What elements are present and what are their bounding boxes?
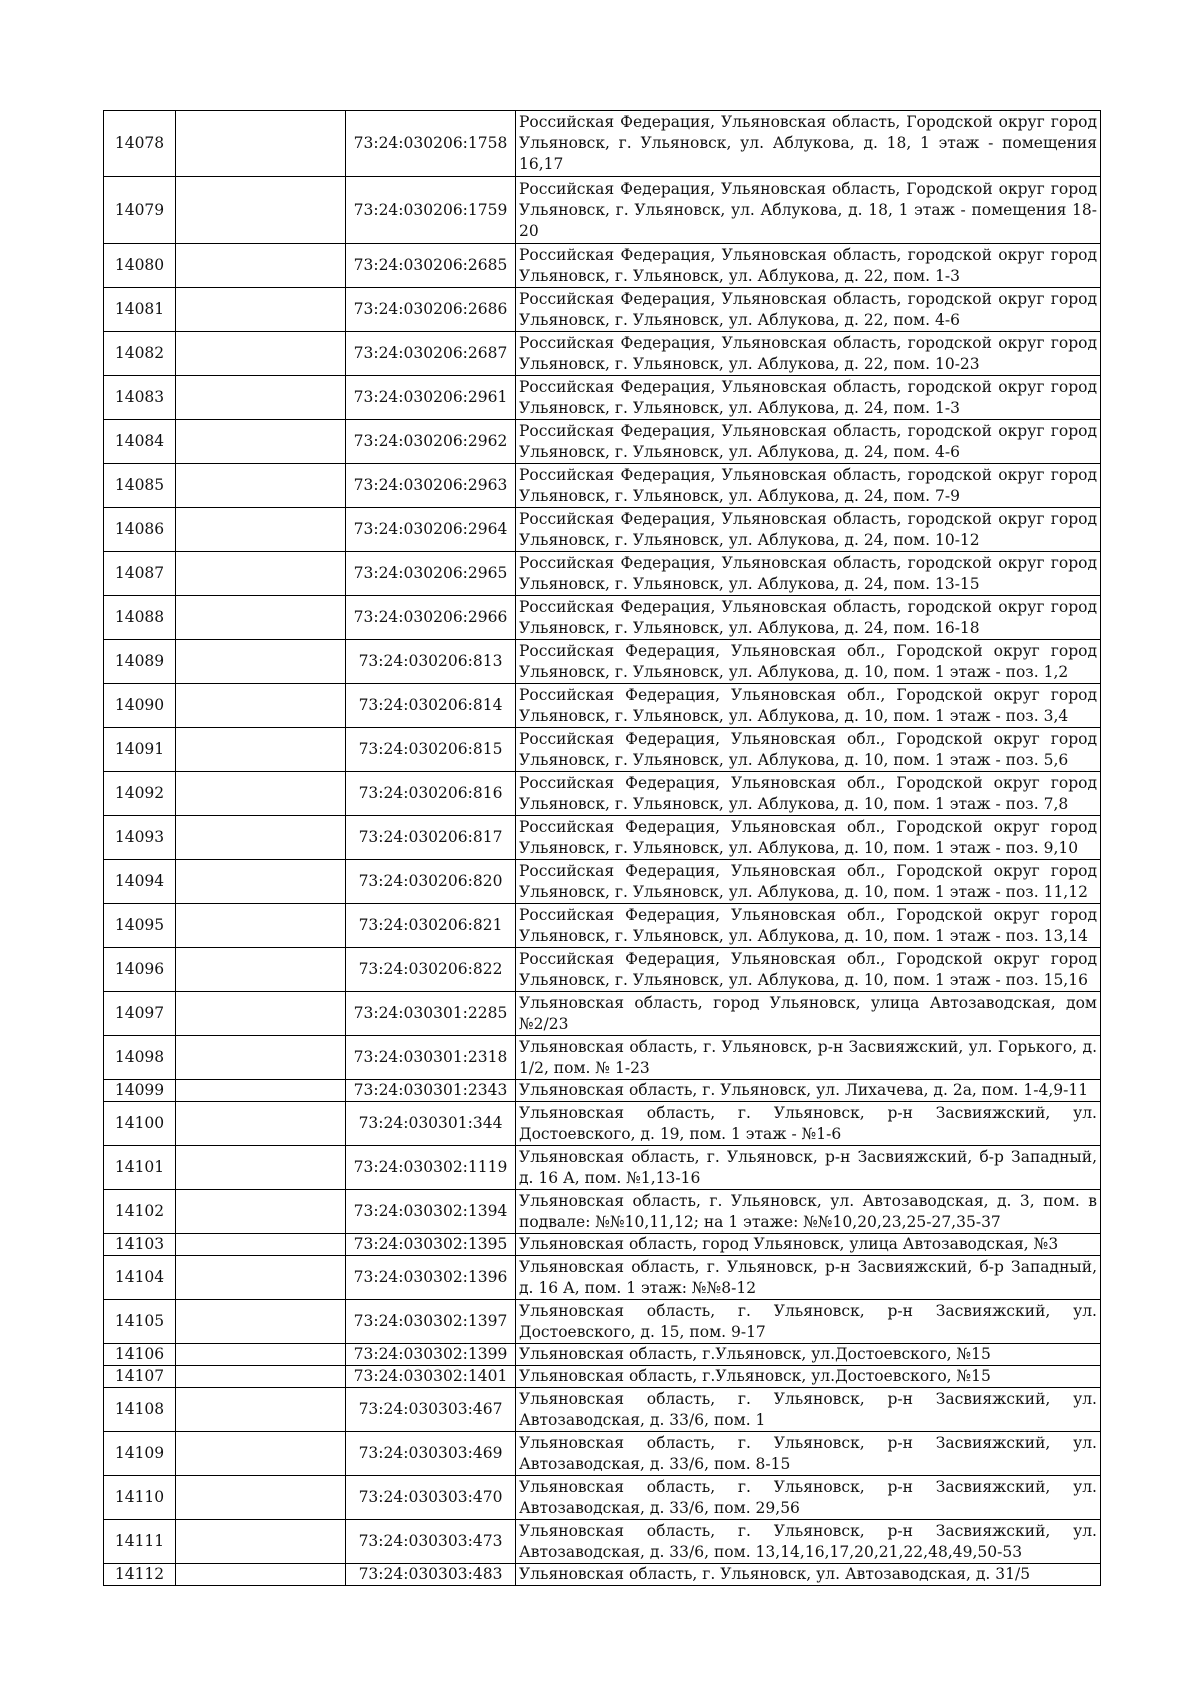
address-cell: Ульяновская область, г. Ульяновск, р-н Засвияжский, ул. Достоевского, д. 15, пом. 9-17 [516, 1300, 1101, 1344]
cadastral-number: 73:24:030303:483 [346, 1564, 516, 1586]
cadastral-number: 73:24:030206:2686 [346, 288, 516, 332]
address-cell: Ульяновская область, г. Ульяновск, р-н Засвияжский, ул. Горького, д. 1/2, пом. № 1-23 [516, 1036, 1101, 1080]
cadastral-number: 73:24:030206:1759 [346, 177, 516, 244]
table-row [104, 1190, 1101, 1234]
cadastral-number: 73:24:030206:820 [346, 860, 516, 904]
empty-cell [176, 332, 346, 376]
row-number: 14103 [104, 1234, 176, 1256]
cadastral-number: 73:24:030206:2963 [346, 464, 516, 508]
address-cell: Ульяновская область, г. Ульяновск, р-н Засвияжский, ул. Автозаводская, д. 33/6, пом. 29,56 [516, 1476, 1101, 1520]
empty-cell [176, 816, 346, 860]
table-row [104, 464, 1101, 508]
address-cell: Ульяновская область, г. Ульяновск, р-н Засвияжский, ул. Автозаводская, д. 33/6, пом. 13,14,16,17,20,21,22,48,49,50-53 [516, 1520, 1101, 1564]
cadastral-number: 73:24:030206:817 [346, 816, 516, 860]
table-row [104, 1366, 1101, 1388]
row-number: 14086 [104, 508, 176, 552]
cadastral-number: 73:24:030302:1394 [346, 1190, 516, 1234]
cadastral-number: 73:24:030206:2961 [346, 376, 516, 420]
empty-cell [176, 772, 346, 816]
row-number: 14085 [104, 464, 176, 508]
row-number: 14090 [104, 684, 176, 728]
row-number: 14107 [104, 1366, 176, 1388]
empty-cell [176, 596, 346, 640]
table-row [104, 1344, 1101, 1366]
table-row [104, 376, 1101, 420]
empty-cell [176, 177, 346, 244]
table-row [104, 1476, 1101, 1520]
cadastral-number: 73:24:030206:815 [346, 728, 516, 772]
cadastral-number: 73:24:030301:2318 [346, 1036, 516, 1080]
empty-cell [176, 1366, 346, 1388]
table-row [104, 111, 1101, 177]
address-cell: Ульяновская область, г. Ульяновск, ул. Автозаводская, д. 3, пом. в подвале: №№10,11,12; на 1 этаже: №№10,20,23,25-27,35-37 [516, 1190, 1101, 1234]
address-cell: Российская Федерация, Ульяновская обл., Городской округ город Ульяновск, г. Ульяновск, ул. Аблукова, д. 10, пом. 1 этаж - поз. 5,6 [516, 728, 1101, 772]
empty-cell [176, 728, 346, 772]
empty-cell [176, 1080, 346, 1102]
row-number: 14094 [104, 860, 176, 904]
empty-cell [176, 640, 346, 684]
row-number: 14099 [104, 1080, 176, 1102]
row-number: 14102 [104, 1190, 176, 1234]
address-cell: Российская Федерация, Ульяновская обл., Городской округ город Ульяновск, г. Ульяновск, ул. Аблукова, д. 10, пом. 1 этаж - поз. 3,4 [516, 684, 1101, 728]
table-row [104, 177, 1101, 244]
cadastral-number: 73:24:030302:1119 [346, 1146, 516, 1190]
empty-cell [176, 948, 346, 992]
row-number: 14082 [104, 332, 176, 376]
table-row [104, 860, 1101, 904]
cadastral-number: 73:24:030303:467 [346, 1388, 516, 1432]
address-cell: Ульяновская область, г. Ульяновск, р-н Засвияжский, б-р Западный, д. 16 А, пом. 1 этаж: №№8-12 [516, 1256, 1101, 1300]
cadastral-number: 73:24:030301:2285 [346, 992, 516, 1036]
cadastral-number: 73:24:030206:2685 [346, 244, 516, 288]
table-row [104, 596, 1101, 640]
empty-cell [176, 1146, 346, 1190]
cadastral-number: 73:24:030206:813 [346, 640, 516, 684]
address-cell: Российская Федерация, Ульяновская область, городской округ город Ульяновск, г. Ульяновск, ул. Аблукова, д. 22, пом. 1-3 [516, 244, 1101, 288]
row-number: 14110 [104, 1476, 176, 1520]
cadastral-number: 73:24:030302:1401 [346, 1366, 516, 1388]
empty-cell [176, 288, 346, 332]
empty-cell [176, 376, 346, 420]
address-cell: Российская Федерация, Ульяновская область, городской округ город Ульяновск, г. Ульяновск, ул. Аблукова, д. 24, пом. 7-9 [516, 464, 1101, 508]
cadastral-number: 73:24:030303:470 [346, 1476, 516, 1520]
table-row [104, 508, 1101, 552]
address-cell: Российская Федерация, Ульяновская область, Городской округ город Ульяновск, г. Ульяновск, ул. Аблукова, д. 18, 1 этаж - помещения 16,17 [516, 111, 1101, 177]
cadastral-number: 73:24:030206:821 [346, 904, 516, 948]
cadastral-number: 73:24:030206:2965 [346, 552, 516, 596]
row-number: 14105 [104, 1300, 176, 1344]
empty-cell [176, 420, 346, 464]
empty-cell [176, 1036, 346, 1080]
cadastral-number: 73:24:030206:2966 [346, 596, 516, 640]
empty-cell [176, 508, 346, 552]
table-row [104, 420, 1101, 464]
table-row [104, 1146, 1101, 1190]
row-number: 14089 [104, 640, 176, 684]
table-row [104, 1080, 1101, 1102]
address-cell: Российская Федерация, Ульяновская обл., Городской округ город Ульяновск, г. Ульяновск, ул. Аблукова, д. 10, пом. 1 этаж - поз. 7,8 [516, 772, 1101, 816]
row-number: 14097 [104, 992, 176, 1036]
empty-cell [176, 464, 346, 508]
row-number: 14108 [104, 1388, 176, 1432]
cadastral-number: 73:24:030303:473 [346, 1520, 516, 1564]
address-cell: Ульяновская область, город Ульяновск, улица Автозаводская, дом №2/23 [516, 992, 1101, 1036]
address-cell: Российская Федерация, Ульяновская область, городской округ город Ульяновск, г. Ульяновск, ул. Аблукова, д. 24, пом. 13-15 [516, 552, 1101, 596]
cadastral-number: 73:24:030302:1396 [346, 1256, 516, 1300]
table-row [104, 1520, 1101, 1564]
empty-cell [176, 1256, 346, 1300]
table-row [104, 1300, 1101, 1344]
empty-cell [176, 1102, 346, 1146]
table-body [104, 111, 1101, 1586]
row-number: 14083 [104, 376, 176, 420]
table-row [104, 1432, 1101, 1476]
table-row [104, 552, 1101, 596]
table-row [104, 1036, 1101, 1080]
table-row [104, 1256, 1101, 1300]
table-row [104, 1564, 1101, 1586]
address-cell: Ульяновская область, г. Ульяновск, р-н Засвияжский, ул. Автозаводская, д. 33/6, пом. 8-15 [516, 1432, 1101, 1476]
address-cell: Российская Федерация, Ульяновская обл., Городской округ город Ульяновск, г. Ульяновск, ул. Аблукова, д. 10, пом. 1 этаж - поз. 11,12 [516, 860, 1101, 904]
table-row [104, 948, 1101, 992]
empty-cell [176, 860, 346, 904]
row-number: 14081 [104, 288, 176, 332]
cadastral-number: 73:24:030206:816 [346, 772, 516, 816]
cadastral-number: 73:24:030302:1397 [346, 1300, 516, 1344]
address-cell: Российская Федерация, Ульяновская обл., Городской округ город Ульяновск, г. Ульяновск, ул. Аблукова, д. 10, пом. 1 этаж - поз. 1,2 [516, 640, 1101, 684]
row-number: 14095 [104, 904, 176, 948]
address-cell: Российская Федерация, Ульяновская область, городской округ город Ульяновск, г. Ульяновск, ул. Аблукова, д. 22, пом. 10-23 [516, 332, 1101, 376]
address-cell: Российская Федерация, Ульяновская область, Городской округ город Ульяновск, г. Ульяновск, ул. Аблукова, д. 18, 1 этаж - помещения 18-20 [516, 177, 1101, 244]
property-table [103, 110, 1101, 1586]
document-page [103, 110, 1100, 1586]
row-number: 14096 [104, 948, 176, 992]
empty-cell [176, 684, 346, 728]
row-number: 14101 [104, 1146, 176, 1190]
address-cell: Ульяновская область, г.Ульяновск, ул.Достоевского, №15 [516, 1366, 1101, 1388]
row-number: 14084 [104, 420, 176, 464]
empty-cell [176, 552, 346, 596]
cadastral-number: 73:24:030206:2687 [346, 332, 516, 376]
table-row [104, 772, 1101, 816]
empty-cell [176, 1190, 346, 1234]
cadastral-number: 73:24:030302:1399 [346, 1344, 516, 1366]
table-row [104, 728, 1101, 772]
address-cell: Российская Федерация, Ульяновская обл., Городской округ город Ульяновск, г. Ульяновск, ул. Аблукова, д. 10, пом. 1 этаж - поз. 13,14 [516, 904, 1101, 948]
empty-cell [176, 1344, 346, 1366]
table-row [104, 640, 1101, 684]
table-row [104, 1102, 1101, 1146]
table-row [104, 288, 1101, 332]
row-number: 14087 [104, 552, 176, 596]
table-row [104, 816, 1101, 860]
table-row [104, 1388, 1101, 1432]
empty-cell [176, 111, 346, 177]
cadastral-number: 73:24:030206:2962 [346, 420, 516, 464]
row-number: 14088 [104, 596, 176, 640]
address-cell: Ульяновская область, г. Ульяновск, ул. Лихачева, д. 2а, пом. 1-4,9-11 [516, 1080, 1101, 1102]
address-cell: Ульяновская область, г. Ульяновск, р-н Засвияжский, ул. Достоевского, д. 19, пом. 1 этаж - №1-6 [516, 1102, 1101, 1146]
empty-cell [176, 1234, 346, 1256]
table-row [104, 332, 1101, 376]
address-cell: Ульяновская область, г. Ульяновск, р-н Засвияжский, б-р Западный, д. 16 А, пом. №1,13-16 [516, 1146, 1101, 1190]
address-cell: Ульяновская область, г. Ульяновск, ул. Автозаводская, д. 31/5 [516, 1564, 1101, 1586]
row-number: 14109 [104, 1432, 176, 1476]
row-number: 14091 [104, 728, 176, 772]
cadastral-number: 73:24:030301:2343 [346, 1080, 516, 1102]
address-cell: Российская Федерация, Ульяновская область, городской округ город Ульяновск, г. Ульяновск, ул. Аблукова, д. 24, пом. 16-18 [516, 596, 1101, 640]
cadastral-number: 73:24:030206:822 [346, 948, 516, 992]
cadastral-number: 73:24:030301:344 [346, 1102, 516, 1146]
table-row [104, 684, 1101, 728]
empty-cell [176, 244, 346, 288]
empty-cell [176, 992, 346, 1036]
empty-cell [176, 1564, 346, 1586]
empty-cell [176, 1300, 346, 1344]
row-number: 14080 [104, 244, 176, 288]
address-cell: Российская Федерация, Ульяновская область, городской округ город Ульяновск, г. Ульяновск, ул. Аблукова, д. 24, пом. 4-6 [516, 420, 1101, 464]
address-cell: Ульяновская область, г. Ульяновск, р-н Засвияжский, ул. Автозаводская, д. 33/6, пом. 1 [516, 1388, 1101, 1432]
address-cell: Ульяновская область, город Ульяновск, улица Автозаводская, №3 [516, 1234, 1101, 1256]
row-number: 14112 [104, 1564, 176, 1586]
cadastral-number: 73:24:030206:1758 [346, 111, 516, 177]
row-number: 14098 [104, 1036, 176, 1080]
table-row [104, 1234, 1101, 1256]
address-cell: Российская Федерация, Ульяновская область, городской округ город Ульяновск, г. Ульяновск, ул. Аблукова, д. 22, пом. 4-6 [516, 288, 1101, 332]
address-cell: Российская Федерация, Ульяновская обл., Городской округ город Ульяновск, г. Ульяновск, ул. Аблукова, д. 10, пом. 1 этаж - поз. 15,16 [516, 948, 1101, 992]
address-cell: Российская Федерация, Ульяновская область, городской округ город Ульяновск, г. Ульяновск, ул. Аблукова, д. 24, пом. 1-3 [516, 376, 1101, 420]
empty-cell [176, 1476, 346, 1520]
row-number: 14078 [104, 111, 176, 177]
address-cell: Российская Федерация, Ульяновская область, городской округ город Ульяновск, г. Ульяновск, ул. Аблукова, д. 24, пом. 10-12 [516, 508, 1101, 552]
address-cell: Российская Федерация, Ульяновская обл., Городской округ город Ульяновск, г. Ульяновск, ул. Аблукова, д. 10, пом. 1 этаж - поз. 9,10 [516, 816, 1101, 860]
row-number: 14106 [104, 1344, 176, 1366]
row-number: 14111 [104, 1520, 176, 1564]
row-number: 14092 [104, 772, 176, 816]
table-row [104, 244, 1101, 288]
row-number: 14079 [104, 177, 176, 244]
address-cell: Ульяновская область, г.Ульяновск, ул.Достоевского, №15 [516, 1344, 1101, 1366]
table-row [104, 904, 1101, 948]
row-number: 14104 [104, 1256, 176, 1300]
cadastral-number: 73:24:030303:469 [346, 1432, 516, 1476]
cadastral-number: 73:24:030206:2964 [346, 508, 516, 552]
row-number: 14093 [104, 816, 176, 860]
empty-cell [176, 1388, 346, 1432]
row-number: 14100 [104, 1102, 176, 1146]
cadastral-number: 73:24:030206:814 [346, 684, 516, 728]
table-row [104, 992, 1101, 1036]
cadastral-number: 73:24:030302:1395 [346, 1234, 516, 1256]
empty-cell [176, 1520, 346, 1564]
empty-cell [176, 1432, 346, 1476]
empty-cell [176, 904, 346, 948]
